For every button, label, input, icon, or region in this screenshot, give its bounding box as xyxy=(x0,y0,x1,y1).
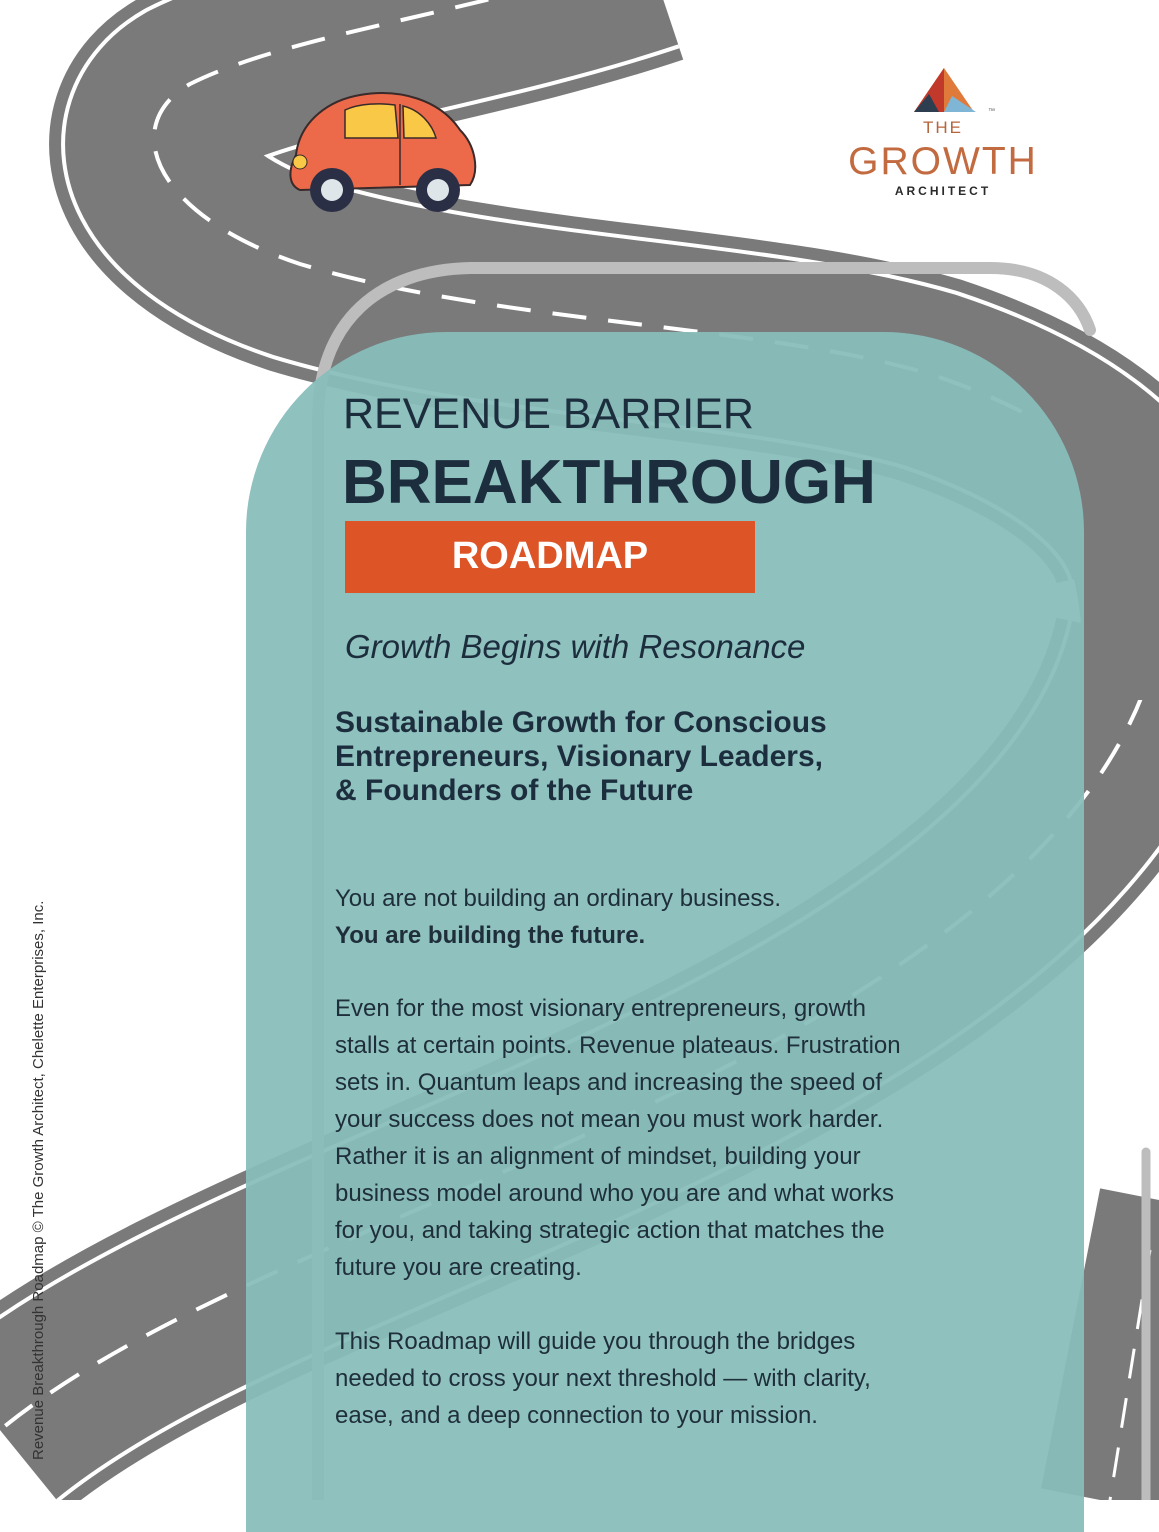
body-paragraph-1 xyxy=(335,990,1025,1286)
intro-line: You are not building an ordinary business. xyxy=(335,885,782,912)
paragraph-line: sets in. Quantum leaps and increasing the speed of xyxy=(335,1069,883,1096)
paragraph-line: needed to cross your next threshold — with clarity, xyxy=(335,1365,871,1392)
title-line-1: REVENUE BARRIER xyxy=(343,390,754,438)
paragraph-line: for you, and taking strategic action that matches the xyxy=(335,1217,885,1244)
logo-growth-text: GROWTH xyxy=(848,140,1038,183)
roadmap-banner-label: ROADMAP xyxy=(451,535,649,577)
title-line-2: BREAKTHROUGH xyxy=(342,448,876,517)
triangle-logo-icon xyxy=(904,66,984,114)
paragraph-line: This Roadmap will guide you through the bridges xyxy=(335,1328,856,1355)
trademark-symbol: ™ xyxy=(988,108,995,115)
body-paragraph-2 xyxy=(335,1323,1025,1434)
paragraph-line: ease, and a deep connection to your mission. xyxy=(335,1402,818,1429)
paragraph-line: your success does not mean you must work harder. xyxy=(335,1106,884,1133)
paragraph-line: Rather it is an alignment of mindset, building your xyxy=(335,1143,861,1170)
paragraph-line: business model around who you are and what works xyxy=(335,1180,894,1207)
paragraph-line: stalls at certain points. Revenue plateaus. Frustration xyxy=(335,1032,901,1059)
subheading-line: & Founders of the Future xyxy=(335,774,694,807)
subheading-line: Sustainable Growth for Conscious xyxy=(335,706,827,739)
tagline: Growth Begins with Resonance xyxy=(345,628,806,665)
intro-block xyxy=(335,880,1015,954)
vertical-copyright-text: Revenue Breakthrough Roadmap © The Growth Architect, Chelette Enterprises, Inc. xyxy=(30,900,47,1460)
subheading-line: Entrepreneurs, Visionary Leaders, xyxy=(335,740,823,773)
intro-bold-line: You are building the future. xyxy=(335,922,646,949)
paragraph-line: future you are creating. xyxy=(335,1254,582,1281)
paragraph-line: Even for the most visionary entrepreneurs, growth xyxy=(335,995,866,1022)
roadmap-banner xyxy=(345,521,755,593)
growth-architect-logo xyxy=(838,66,1048,206)
logo-the-text: THE xyxy=(923,118,963,137)
logo-architect-text: ARCHITECT xyxy=(894,184,992,198)
subheading xyxy=(335,706,935,808)
